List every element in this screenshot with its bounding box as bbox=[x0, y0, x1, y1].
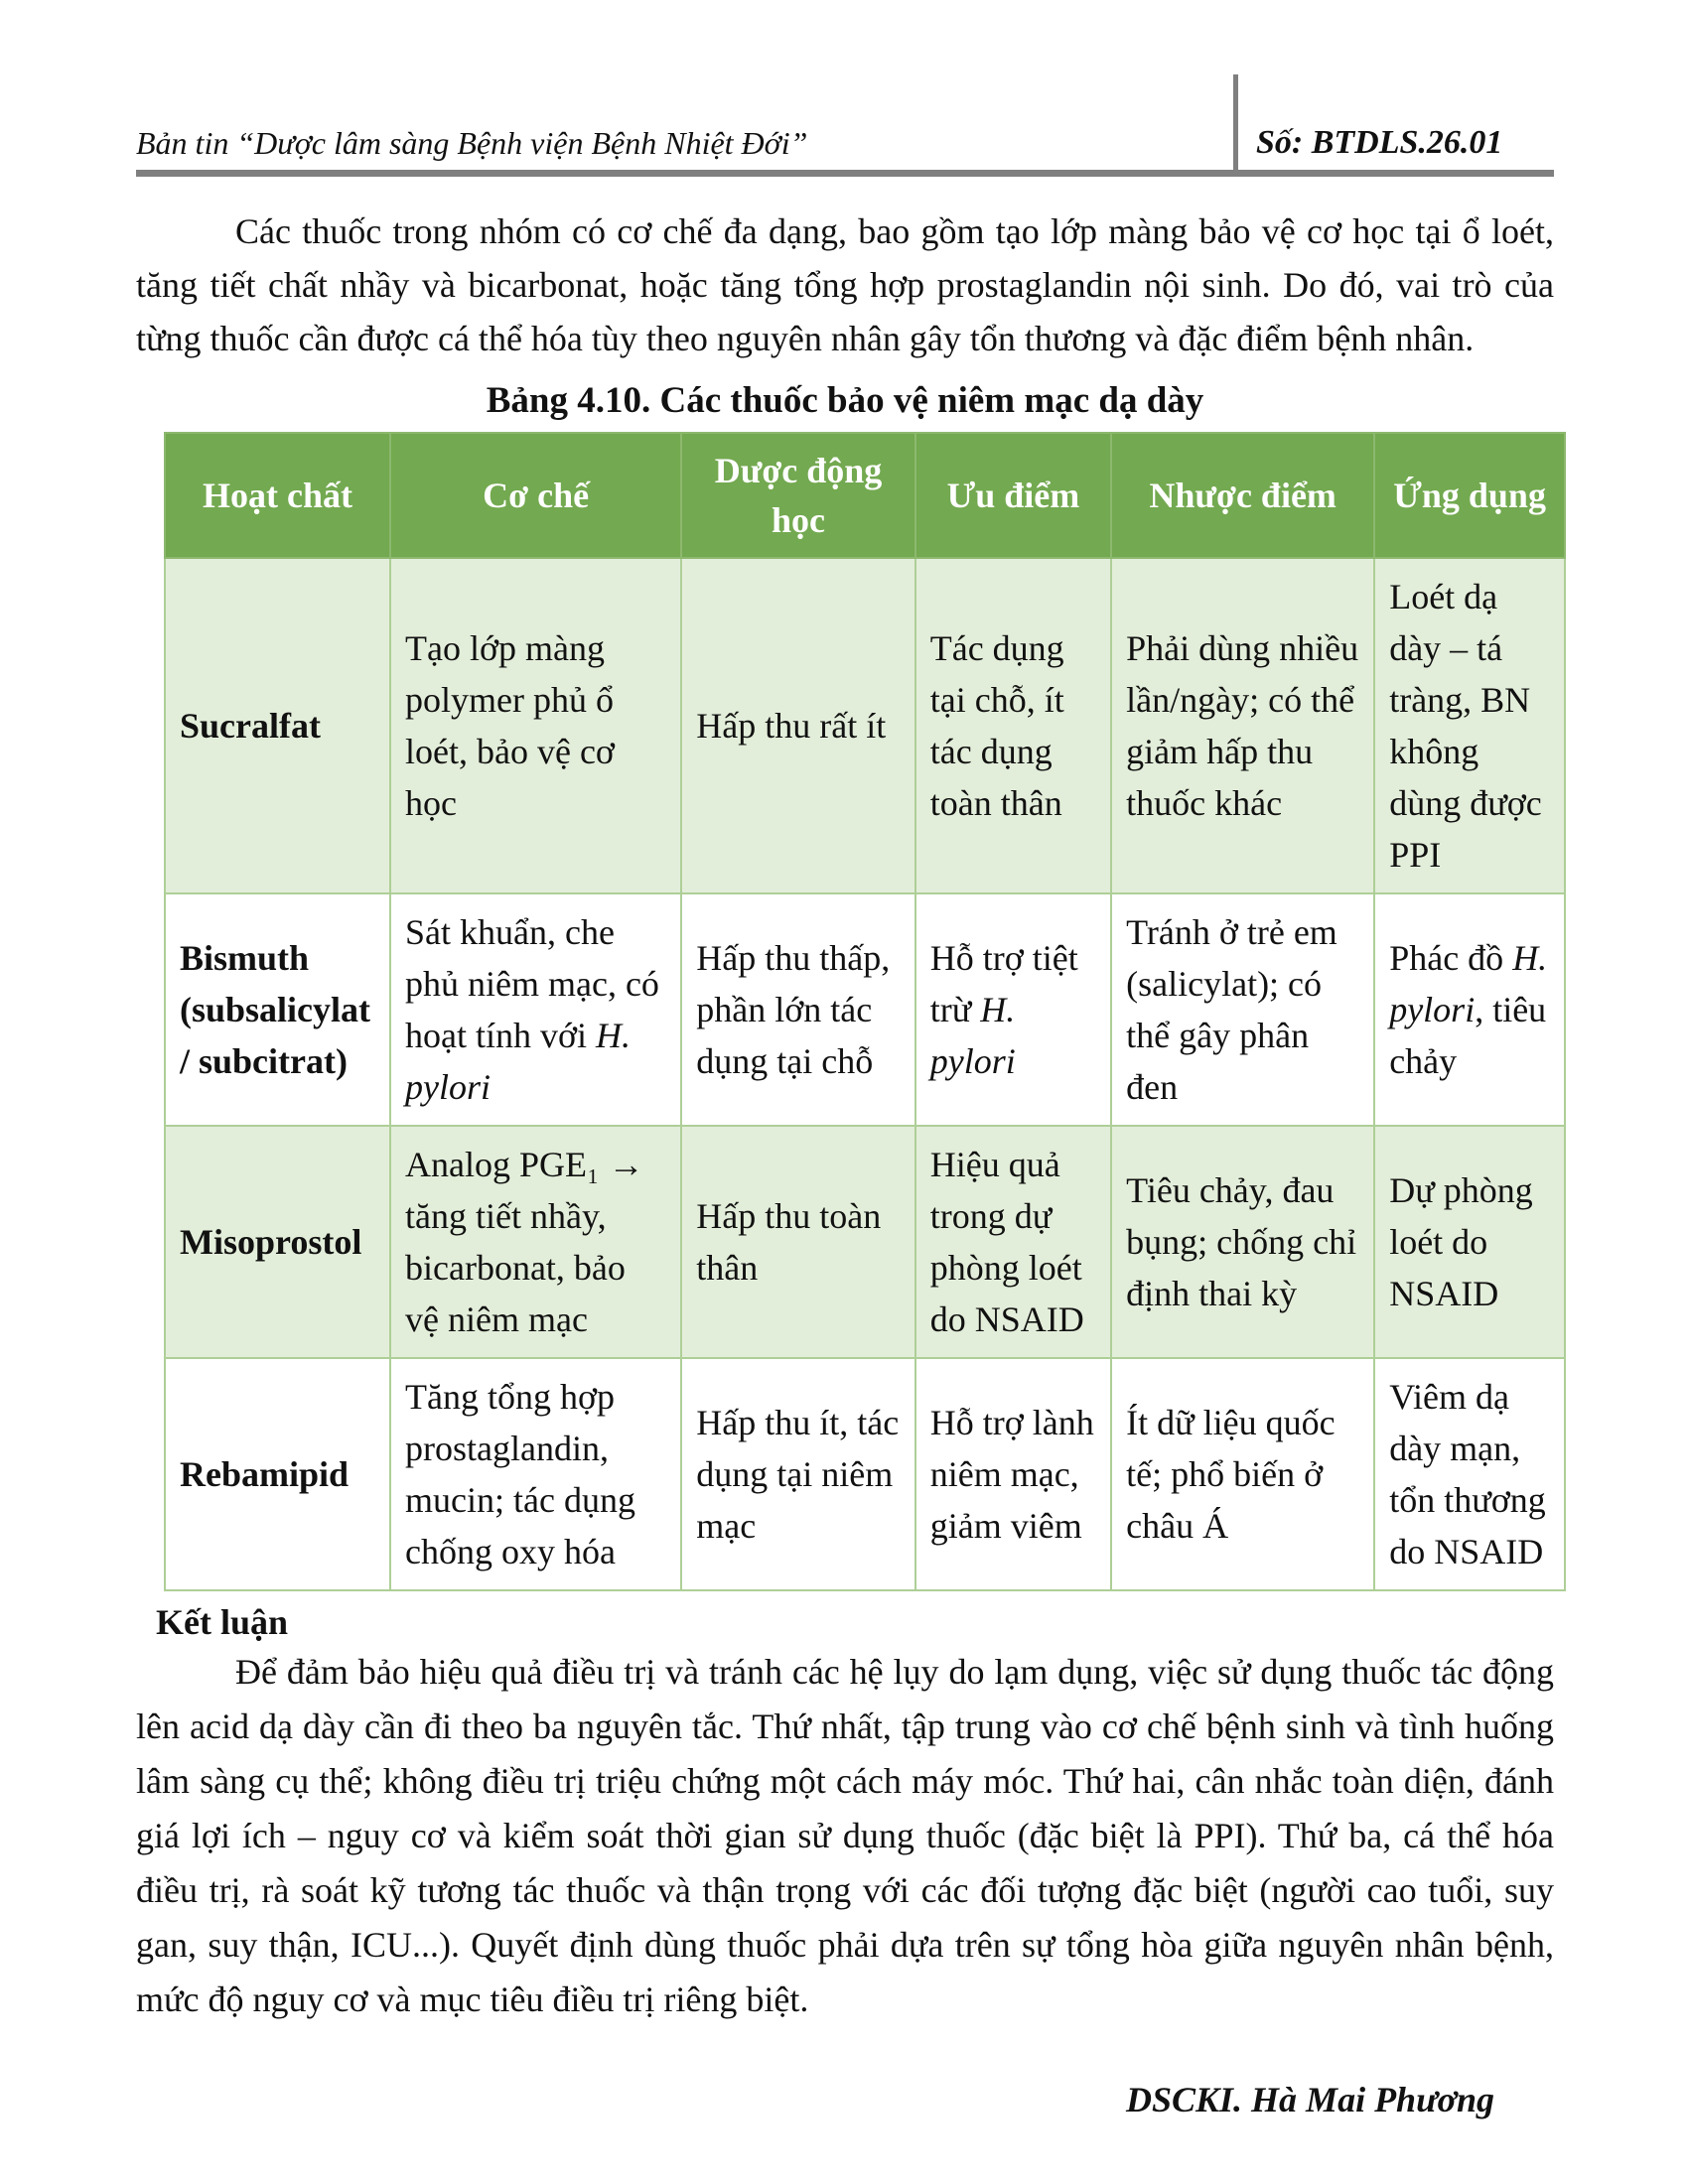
cell-advantages: Tác dụng tại chỗ, ít tác dụng toàn thân bbox=[915, 558, 1111, 893]
cell-applications: Phác đồ H. pylori, tiêu chảy bbox=[1374, 893, 1565, 1126]
column-header-duoc-dong-hoc: Dược động học bbox=[681, 433, 914, 558]
drug-protection-table bbox=[164, 432, 1566, 1591]
cell-drug-name: Rebamipid bbox=[165, 1358, 390, 1590]
table-row-rebamipid bbox=[165, 1358, 1565, 1590]
cell-applications: Loét dạ dày – tá tràng, BN không dùng được PPI bbox=[1374, 558, 1565, 893]
bulletin-title: Bản tin “Dược lâm sàng Bệnh viện Bệnh Nhiệt Đới” bbox=[136, 125, 808, 161]
cell-pharmacokinetics: Hấp thu ít, tác dụng tại niêm mạc bbox=[681, 1358, 914, 1590]
column-header-uu-diem: Ưu điểm bbox=[915, 433, 1111, 558]
conclusion-paragraph: Để đảm bảo hiệu quả điều trị và tránh các hệ lụy do lạm dụng, việc sử dụng thuốc tác động lên acid dạ dày cần đi theo ba nguyên tắc. Thứ nhất, tập trung vào cơ chế bệnh sinh và tình huống lâm sàng cụ thể; không điều trị triệu chứng một cách máy móc. Thứ hai, cân nhắc toàn diện, đánh giá lợi ích – nguy cơ và kiểm soát thời gian sử dụng thuốc (đặc biệt là PPI). Thứ ba, cá thể hóa điều trị, rà soát kỹ tương tác thuốc và thận trọng với các đối tượng đặc biệt (người cao tuổi, suy gan, suy thận, ICU...). Quyết định dùng thuốc phải dựa trên sự tổng hòa giữa nguyên nhân bệnh, mức độ nguy cơ và mục tiêu điều trị riêng biệt. bbox=[136, 1652, 1554, 2019]
column-header-hoat-chat: Hoạt chất bbox=[165, 433, 390, 558]
conclusion-heading: Kết luận bbox=[156, 1602, 289, 1642]
table-header-row bbox=[165, 433, 1565, 558]
column-header-ung-dung: Ứng dụng bbox=[1374, 433, 1565, 558]
cell-disadvantages: Phải dùng nhiều lần/ngày; có thể giảm hấp thu thuốc khác bbox=[1111, 558, 1374, 893]
cell-mechanism: Analog PGE₁ → tăng tiết nhầy, bicarbonat, bảo vệ niêm mạc bbox=[390, 1126, 681, 1358]
intro-paragraph: Các thuốc trong nhóm có cơ chế đa dạng, bao gồm tạo lớp màng bảo vệ cơ học tại ổ loét, tăng tiết chất nhầy và bicarbonat, hoặc tăng tổng hợp prostaglandin nội sinh. Do đó, vai trò của từng thuốc cần được cá thể hóa tùy theo nguyên nhân gây tổn thương và đặc điểm bệnh nhân. bbox=[136, 211, 1554, 358]
cell-mechanism: Sát khuẩn, che phủ niêm mạc, có hoạt tính với H. pylori bbox=[390, 893, 681, 1126]
page-header bbox=[136, 74, 1554, 177]
cell-advantages: Hỗ trợ lành niêm mạc, giảm viêm bbox=[915, 1358, 1111, 1590]
table-row-bismuth bbox=[165, 893, 1565, 1126]
cell-applications: Dự phòng loét do NSAID bbox=[1374, 1126, 1565, 1358]
cell-pharmacokinetics: Hấp thu thấp, phần lớn tác dụng tại chỗ bbox=[681, 893, 914, 1126]
cell-disadvantages: Tiêu chảy, đau bụng; chống chỉ định thai kỳ bbox=[1111, 1126, 1374, 1358]
cell-drug-name: Bismuth (subsalicylat/ subcitrat) bbox=[165, 893, 390, 1126]
column-header-nhuoc-diem: Nhược điểm bbox=[1111, 433, 1374, 558]
cell-drug-name: Misoprostol bbox=[165, 1126, 390, 1358]
cell-advantages: Hỗ trợ tiệt trừ H. pylori bbox=[915, 893, 1111, 1126]
cell-disadvantages: Tránh ở trẻ em (salicylat); có thể gây phân đen bbox=[1111, 893, 1374, 1126]
issue-number: Số: BTDLS.26.01 bbox=[1233, 74, 1554, 170]
cell-drug-name: Sucralfat bbox=[165, 558, 390, 893]
table-caption: Bảng 4.10. Các thuốc bảo vệ niêm mạc dạ dày bbox=[486, 380, 1204, 421]
cell-mechanism: Tạo lớp màng polymer phủ ổ loét, bảo vệ cơ học bbox=[390, 558, 681, 893]
cell-disadvantages: Ít dữ liệu quốc tế; phổ biến ở châu Á bbox=[1111, 1358, 1374, 1590]
cell-pharmacokinetics: Hấp thu toàn thân bbox=[681, 1126, 914, 1358]
column-header-co-che: Cơ chế bbox=[390, 433, 681, 558]
cell-applications: Viêm dạ dày mạn, tổn thương do NSAID bbox=[1374, 1358, 1565, 1590]
cell-pharmacokinetics: Hấp thu rất ít bbox=[681, 558, 914, 893]
cell-mechanism: Tăng tổng hợp prostaglandin, mucin; tác dụng chống oxy hóa bbox=[390, 1358, 681, 1590]
cell-advantages: Hiệu quả trong dự phòng loét do NSAID bbox=[915, 1126, 1111, 1358]
author-signature: DSCKI. Hà Mai Phương bbox=[1126, 2080, 1494, 2119]
table-row-sucralfat bbox=[165, 558, 1565, 893]
table-row-misoprostol bbox=[165, 1126, 1565, 1358]
